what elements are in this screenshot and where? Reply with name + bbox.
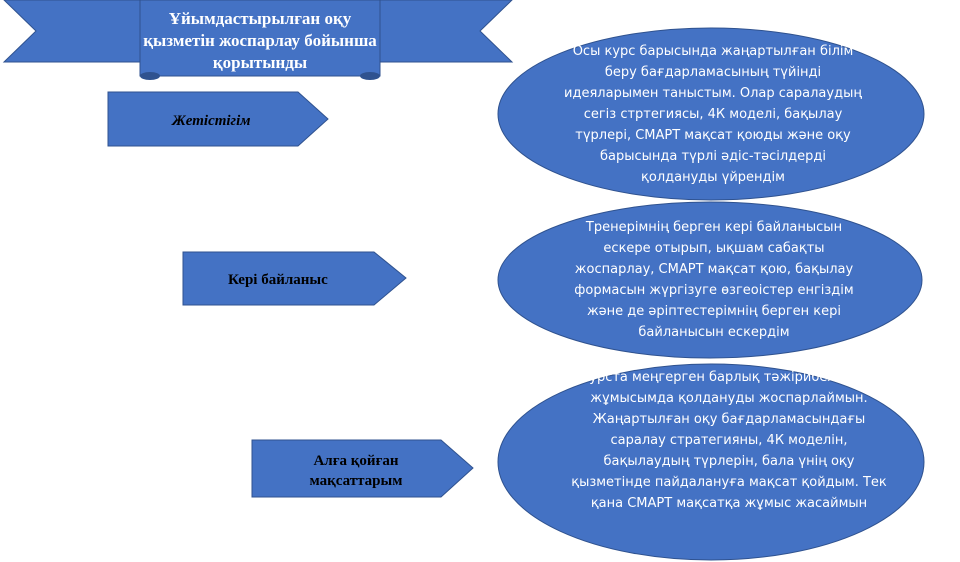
label-feedback: Кері байланыс	[228, 272, 328, 288]
text-goals: Курста меңгерген барлық тәжірибелерімді жұмысымда қолдануды жоспарлаймын. Жаңартылған оқу бағдарламасындағы саралау стратегияны, 4К моделін, бақылаудың түрлерін, бала үнің оқу қызметінде пайдалануға мақсат қойдым. Тек қана СМАРТ мақсатқа жұмыс жасаймын	[571, 370, 887, 511]
label-goals: Алға қойған мақсаттарым	[309, 453, 403, 489]
banner-title: Ұйымдастырылған оқу қызметін жоспарлау бойынша қорытынды	[143, 9, 377, 72]
label-achievement: Жетістігім	[172, 113, 251, 129]
text-feedback: Тренерімнің берген кері байланысын ескере отырып, ықшам сабақты жоспарлау, СМАРТ мақсат қою, бақылау формасын жүргізуге өзгеоістер енгіздім және де әріптестерімнің берген кері байланысын ескердім	[574, 220, 854, 340]
text-achievement: Осы курс барысында жаңартылған білім беру бағдарламасының түйінді идеяларымен таныстым. Олар саралаудың сегіз стртегиясы, 4К моделі, бақылау түрлері, СМАРТ мақсат қоюды және оқу барысында түрлі әдіс-тәсілдерді қолдануды үйрендім	[564, 44, 862, 185]
